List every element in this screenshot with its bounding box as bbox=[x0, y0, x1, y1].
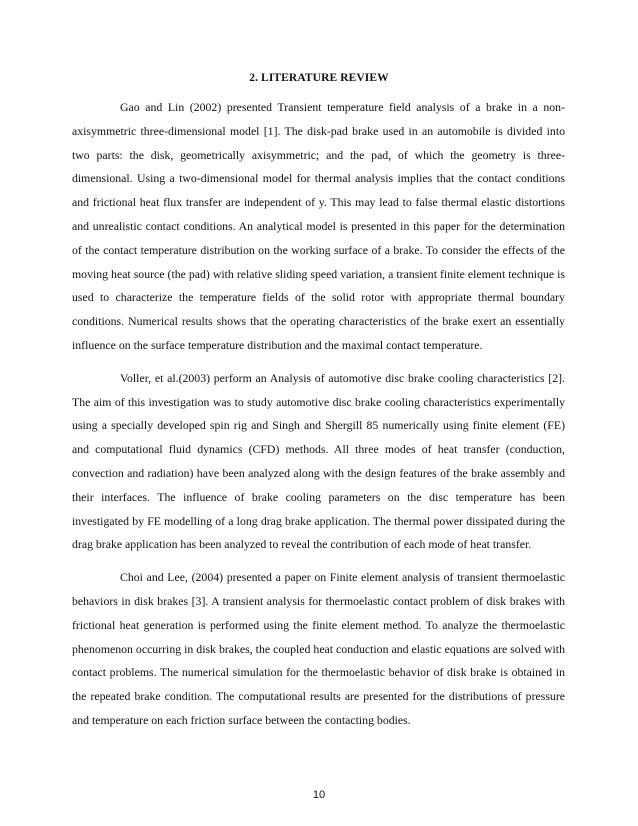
paragraph-gao-lin: Gao and Lin (2002) presented Transient temperature field analysis of a brake in a non-axisymmetric three-dimensional model [1]. The disk-pad brake used in an automobile is divided into two parts: the disk, geometrically axisymmetric; and the pad, of which the geometry is three-dimensional. Using a two-dimensional model for thermal analysis implies that the contact conditions and frictional heat flux transfer are independent of y. This may lead to false thermal elastic distortions and unrealistic contact conditions. An analytical model is presented in this paper for the determination of the contact temperature distribution on the working surface of a brake. To consider the effects of the moving heat source (the pad) with relative sliding speed variation, a transient finite element technique is used to characterize the temperature fields of the solid rotor with appropriate thermal boundary conditions. Numerical results shows that the operating characteristics of the brake exert an essentially influence on the surface temperature distribution and the maximal contact temperature. bbox=[72, 100, 565, 352]
paragraph-choi-lee: Choi and Lee, (2004) presented a paper on Finite element analysis of transient thermoelastic behaviors in disk brakes [3]. A transient analysis for thermoelastic contact problem of disk brakes with frictional heat generation is performed using the finite element method. To analyze the thermoelastic phenomenon occurring in disk brakes, the coupled heat conduction and elastic equations are solved with contact problems. The numerical simulation for the thermoelastic behavior of disk brake is obtained in the repeated brake condition. The computational results are presented for the distributions of pressure and temperature on each friction surface between the contacting bodies. bbox=[72, 570, 565, 727]
page-number: 10 bbox=[312, 789, 326, 801]
paragraph-voller: Voller, et al.(2003) perform an Analysis of automotive disc brake cooling characteristics [2]. The aim of this investigation was to study automotive disc brake cooling characteristics experimentally using a specially developed spin rig and Singh and Shergill 85 numerically using finite element (FE) and computational fluid dynamics (CFD) methods. All three modes of heat transfer (conduction, convection and radiation) have been analyzed along with the design features of the brake assembly and their interfaces. The influence of brake cooling parameters on the disc temperature has been investigated by FE modelling of a long drag brake application. The thermal power dissipated during the drag brake application has been analyzed to reveal the contribution of each mode of heat transfer. bbox=[72, 370, 565, 552]
body-text bbox=[72, 96, 565, 742]
section-heading: 2. LITERATURE REVIEW bbox=[249, 72, 389, 84]
